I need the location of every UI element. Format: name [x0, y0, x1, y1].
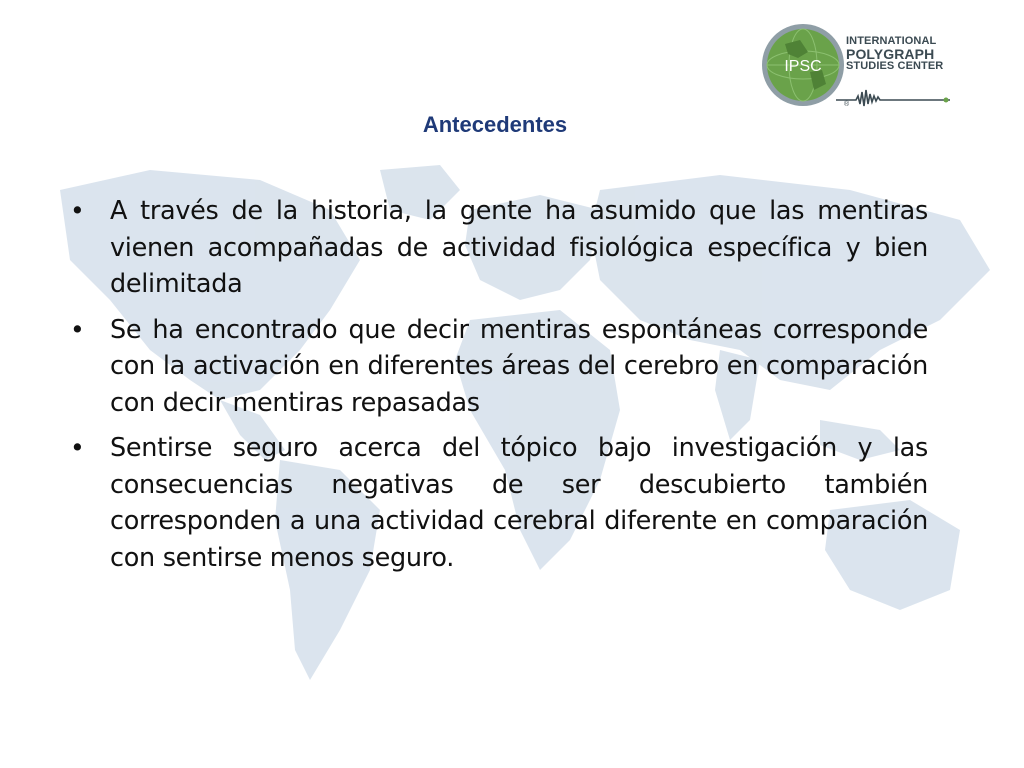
bullet-list [70, 193, 928, 585]
bullet-marker: • [70, 314, 85, 344]
polygraph-wave-icon [836, 86, 950, 108]
bullet-marker: • [70, 433, 85, 462]
logo-text [846, 36, 943, 72]
bullet-text: Se ha encontrado que decir mentiras espontáneas corresponde con la activación en diferentes áreas del cerebro en comparación con decir mentiras repasadas [110, 314, 928, 418]
bullet-item [70, 193, 928, 303]
globe-logo-icon [760, 22, 846, 108]
ipsc-logo [760, 22, 950, 110]
bullet-item [70, 312, 928, 422]
bullet-item [70, 430, 928, 576]
registered-mark: ® [844, 101, 850, 108]
slide-title: Antecedentes [422, 112, 568, 137]
logo-line-2: POLYGRAPH [846, 46, 935, 62]
globe-text: IPSC [784, 58, 822, 75]
logo-line-3: STUDIES CENTER [846, 60, 944, 72]
bullet-text: A través de la historia, la gente ha asumido que las mentiras vienen acompañadas de actividad fisiológica específica y bien delimitada [110, 196, 928, 299]
logo-line-1: INTERNATIONAL [846, 35, 937, 47]
bullet-text: Sentirse seguro acerca del tópico bajo investigación y las consecuencias negativas de ser descubierto también corresponden a una actividad cerebral diferente en comparación con sentirse menos seguro. [110, 433, 928, 573]
bullet-marker: • [70, 196, 85, 225]
